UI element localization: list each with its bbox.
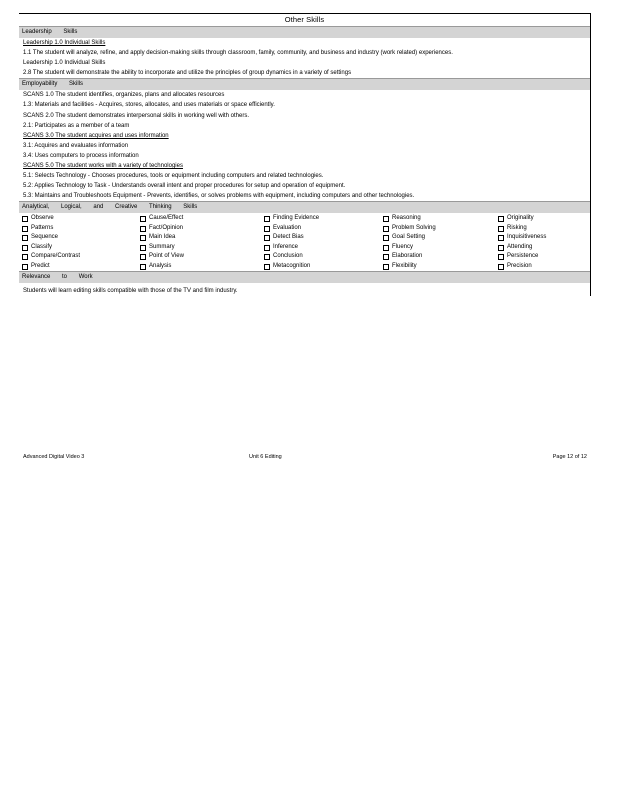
section-heading-employability: Employability Skills bbox=[19, 78, 590, 90]
skill-checkbox-item[interactable] bbox=[264, 262, 383, 272]
skill-label: Persistence bbox=[507, 253, 539, 260]
section-heading-analytical: Analytical, Logical, and Creative Thinking Skills bbox=[19, 201, 590, 213]
skill-checkbox-item[interactable] bbox=[140, 262, 264, 272]
skill-checkbox-item[interactable] bbox=[140, 233, 264, 243]
leadership-line: 1.1 The student will analyze, refine, and apply decision-making skills through classroom, family, community, and business and industry (work related) experiences. bbox=[23, 50, 453, 57]
skill-checkbox-item[interactable] bbox=[498, 214, 588, 224]
employability-line: 5.3: Maintains and Troubleshoots Equipment - Prevents, identifies, or solves problems with equipment, including computers and other technologies. bbox=[23, 193, 415, 200]
leadership-line: Leadership 1.0 Individual Skills bbox=[23, 40, 106, 46]
skill-label: Analysis bbox=[149, 262, 172, 269]
skill-label: Point of View bbox=[149, 253, 184, 260]
skill-label: Evaluation bbox=[273, 224, 302, 231]
skill-label: Observe bbox=[31, 215, 54, 222]
skills-frame bbox=[19, 13, 591, 296]
employability-line: SCANS 1.0 The student identifies, organizes, plans and allocates resources bbox=[23, 92, 225, 99]
checkbox[interactable] bbox=[383, 254, 389, 260]
skill-label: Cause/Effect bbox=[149, 215, 184, 222]
skill-checkbox-item[interactable] bbox=[383, 262, 498, 272]
skill-checkbox-item[interactable] bbox=[264, 252, 383, 262]
skill-label: Metacognition bbox=[273, 262, 311, 269]
skill-label: Classify bbox=[31, 243, 53, 250]
skill-checkbox-item[interactable] bbox=[22, 243, 140, 253]
skill-checkbox-item[interactable] bbox=[140, 224, 264, 234]
checkbox[interactable] bbox=[140, 216, 146, 222]
skill-label: Detect Bias bbox=[273, 234, 304, 241]
checkbox[interactable] bbox=[140, 245, 146, 251]
skill-checkbox-item[interactable] bbox=[383, 243, 498, 253]
footer-unit: Unit 6 Editing bbox=[249, 454, 282, 460]
employability-line: 2.1: Participates as a member of a team bbox=[23, 122, 130, 129]
skill-label: Sequence bbox=[31, 234, 59, 241]
checkbox[interactable] bbox=[383, 216, 389, 222]
checkbox[interactable] bbox=[383, 264, 389, 270]
checkbox[interactable] bbox=[498, 245, 504, 251]
page-title: Other Skills bbox=[284, 15, 325, 24]
checkbox[interactable] bbox=[498, 216, 504, 222]
skill-checkbox-item[interactable] bbox=[383, 233, 498, 243]
relevance-text: Students will learn editing skills compatible with those of the TV and film industry. bbox=[23, 288, 238, 295]
thinking-skills-checklist bbox=[19, 213, 590, 271]
checkbox[interactable] bbox=[498, 226, 504, 232]
skill-label: Summary bbox=[149, 243, 175, 250]
skill-label: Finding Evidence bbox=[273, 215, 320, 222]
checkbox[interactable] bbox=[264, 226, 270, 232]
section-heading-leadership: Leadership Skills bbox=[19, 26, 590, 38]
skill-checkbox-item[interactable] bbox=[22, 262, 140, 272]
checkbox[interactable] bbox=[22, 245, 28, 251]
skill-checkbox-item[interactable] bbox=[22, 233, 140, 243]
skill-checkbox-item[interactable] bbox=[264, 243, 383, 253]
skill-checkbox-item[interactable] bbox=[264, 233, 383, 243]
checkbox[interactable] bbox=[264, 235, 270, 241]
skill-label: Attending bbox=[507, 243, 533, 250]
skill-label: Inquisitiveness bbox=[507, 234, 547, 241]
checkbox[interactable] bbox=[264, 216, 270, 222]
skill-checkbox-item[interactable] bbox=[264, 214, 383, 224]
leadership-line: Leadership 1.0 Individual Skills bbox=[23, 60, 106, 67]
checkbox[interactable] bbox=[140, 264, 146, 270]
checkbox[interactable] bbox=[498, 235, 504, 241]
checkbox[interactable] bbox=[264, 245, 270, 251]
document-page bbox=[19, 13, 591, 296]
skill-label: Originality bbox=[507, 215, 534, 222]
footer-page-number: Page 12 of 12 bbox=[552, 454, 587, 460]
checkbox[interactable] bbox=[22, 235, 28, 241]
skill-checkbox-item[interactable] bbox=[140, 214, 264, 224]
skill-label: Predict bbox=[31, 262, 50, 269]
skill-label: Patterns bbox=[31, 224, 54, 231]
skill-label: Conclusion bbox=[273, 253, 303, 260]
checkbox[interactable] bbox=[22, 226, 28, 232]
skill-label: Precision bbox=[507, 262, 532, 269]
checkbox[interactable] bbox=[140, 235, 146, 241]
skill-label: Inference bbox=[273, 243, 299, 250]
skill-checkbox-item[interactable] bbox=[498, 224, 588, 234]
skill-checkbox-item[interactable] bbox=[498, 252, 588, 262]
skill-label: Goal Setting bbox=[392, 234, 426, 241]
skill-checkbox-item[interactable] bbox=[140, 252, 264, 262]
skill-label: Main Idea bbox=[149, 234, 176, 241]
skill-checkbox-item[interactable] bbox=[383, 214, 498, 224]
skill-label: Fact/Opinion bbox=[149, 224, 184, 231]
skill-checkbox-item[interactable] bbox=[383, 224, 498, 234]
skill-checkbox-item[interactable] bbox=[22, 214, 140, 224]
employability-body bbox=[19, 90, 590, 201]
employability-line: 3.1: Acquires and evaluates information bbox=[23, 142, 129, 149]
checkbox[interactable] bbox=[22, 254, 28, 260]
skill-checkbox-item[interactable] bbox=[264, 224, 383, 234]
employability-line: 1.3: Materials and facilities - Acquires, stores, allocates, and uses materials or space efficiently. bbox=[23, 102, 275, 109]
checkbox[interactable] bbox=[140, 254, 146, 260]
employability-line: SCANS 3.0 The student acquires and uses information bbox=[23, 132, 169, 139]
skill-label: Elaboration bbox=[392, 253, 423, 260]
checkbox[interactable] bbox=[498, 254, 504, 260]
skill-checkbox-item[interactable] bbox=[140, 243, 264, 253]
skill-label: Reasoning bbox=[392, 215, 421, 222]
skill-checkbox-item[interactable] bbox=[498, 233, 588, 243]
leadership-body bbox=[19, 38, 590, 78]
checkbox[interactable] bbox=[264, 264, 270, 270]
checkbox[interactable] bbox=[22, 264, 28, 270]
checkbox[interactable] bbox=[498, 264, 504, 270]
skill-checkbox-item[interactable] bbox=[22, 224, 140, 234]
skill-checkbox-item[interactable] bbox=[383, 252, 498, 262]
skill-label: Fluency bbox=[392, 243, 414, 250]
skill-checkbox-item[interactable] bbox=[498, 262, 588, 272]
employability-line: 3.4: Uses computers to process information bbox=[23, 152, 139, 159]
checkbox[interactable] bbox=[264, 254, 270, 260]
skill-label: Compare/Contrast bbox=[31, 253, 81, 260]
skill-label: Problem Solving bbox=[392, 224, 436, 231]
footer-course: Advanced Digital Video 3 bbox=[23, 454, 85, 460]
leadership-line: 2.8 The student will demonstrate the ability to incorporate and utilize the principles of group dynamics in a variety of settings bbox=[23, 70, 352, 77]
section-heading-relevance: Relevance to Work bbox=[19, 271, 590, 283]
employability-line: 5.2: Applies Technology to Task - Understands overall intent and proper procedures for setup and operation of equipment. bbox=[23, 183, 346, 190]
skill-checkbox-item[interactable] bbox=[22, 252, 140, 262]
checkbox[interactable] bbox=[383, 235, 389, 241]
skill-checkbox-item[interactable] bbox=[498, 243, 588, 253]
skill-label: Flexibility bbox=[392, 262, 417, 269]
checkbox[interactable] bbox=[383, 245, 389, 251]
employability-line: SCANS 2.0 The student demonstrates interpersonal skills in working well with others. bbox=[23, 112, 249, 119]
checkbox[interactable] bbox=[22, 216, 28, 222]
employability-line: SCANS 5.0 The student works with a variety of technologies bbox=[23, 163, 183, 170]
employability-line: 5.1: Selects Technology - Chooses procedures, tools or equipment including computers and related technologies. bbox=[23, 173, 324, 180]
checkbox[interactable] bbox=[140, 226, 146, 232]
skill-label: Risking bbox=[507, 224, 527, 231]
checkbox[interactable] bbox=[383, 226, 389, 232]
